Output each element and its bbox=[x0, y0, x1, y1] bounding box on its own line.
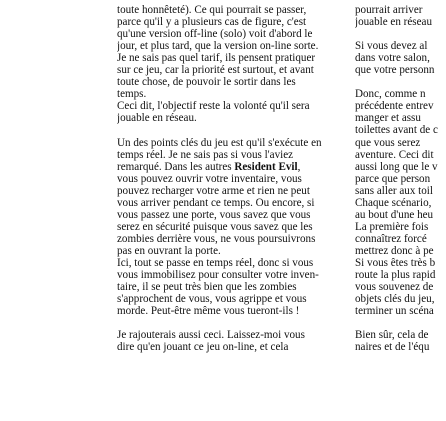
text-line: morde. Peut-être même vous tueront-ils ! bbox=[117, 305, 300, 318]
text-line: Si vous devez al bbox=[355, 40, 428, 53]
text-line bbox=[0, 317, 100, 329]
text-line: Si vous êtes très b bbox=[355, 256, 436, 269]
left-text-column bbox=[0, 4, 100, 353]
text-line: route la plus rapid bbox=[355, 269, 436, 282]
text-line: jouable en réseau bbox=[355, 16, 433, 29]
text-line: vous souvenez de bbox=[355, 281, 434, 294]
text-line bbox=[0, 64, 100, 76]
text-line: que votre personn bbox=[355, 64, 435, 77]
text-line bbox=[0, 341, 100, 353]
text-line bbox=[0, 209, 100, 221]
text-line bbox=[0, 197, 100, 209]
text-line: mettrez donc à pe bbox=[355, 244, 434, 257]
game-title-bold: Resident Evil bbox=[234, 160, 298, 173]
text-line bbox=[0, 16, 100, 28]
paragraph-gap bbox=[355, 28, 446, 40]
text-line bbox=[0, 40, 100, 52]
text-run: remarqué. Dans les autres bbox=[117, 160, 235, 173]
text-line: connaîtrez forcé bbox=[355, 232, 427, 245]
paragraph-online-play bbox=[117, 329, 334, 353]
text-line: parce que person bbox=[355, 172, 431, 185]
text-line: toute honnêteté). Ce qui pourrait se passer, bbox=[117, 4, 307, 16]
text-line: Je ne sais pas quel tarif, ils pensent pratiquer bbox=[117, 52, 316, 65]
text-line: temps. bbox=[117, 88, 147, 101]
text-line: terminer un scéna bbox=[355, 305, 434, 318]
text-line bbox=[0, 221, 100, 233]
text-line: sans aller aux toil bbox=[355, 184, 433, 197]
paragraph-real-time bbox=[117, 137, 334, 318]
text-line bbox=[0, 137, 100, 149]
text-line: vous arriver pendant ce temps. Ou encore, si bbox=[117, 196, 315, 209]
text-line bbox=[0, 4, 100, 16]
right-text-column bbox=[355, 4, 446, 353]
text-line bbox=[0, 88, 100, 100]
text-line: toute chose, de pouvoir le sortir dans les bbox=[117, 76, 296, 89]
text-line: taire, il se peut très bien que les zombies bbox=[117, 281, 297, 294]
text-line: toilettes avant de c bbox=[355, 124, 438, 137]
text-line: sur ce jeu, car la priorité est surtout, et avant bbox=[117, 64, 314, 77]
text-line: jouable en réseau. bbox=[117, 112, 197, 125]
text-line bbox=[0, 281, 100, 293]
text-line bbox=[0, 161, 100, 173]
text-line bbox=[0, 76, 100, 88]
text-line bbox=[117, 161, 334, 173]
text-line: que vous serez bbox=[355, 136, 421, 149]
paragraph-gap bbox=[0, 257, 100, 269]
text-line: naires et de l'équ bbox=[355, 341, 430, 354]
text-line: aventure. Ceci dit bbox=[355, 148, 434, 161]
text-line: vous pouvez ouvrir votre inventaire, vous bbox=[117, 172, 302, 185]
text-line: temps réel. Je ne sais pas si vous l'aviez bbox=[117, 148, 294, 161]
text-line bbox=[0, 124, 100, 136]
text-line: Ici, tout se passe en temps réel, donc si vous bbox=[117, 256, 314, 269]
text-line bbox=[0, 245, 100, 257]
text-line: aussi long que le v bbox=[355, 160, 438, 173]
text-line: dans votre salon, bbox=[355, 52, 430, 65]
paragraph-gap bbox=[117, 317, 334, 329]
text-line: au bout d'une heu bbox=[355, 208, 434, 221]
text-line: qu'une version off-line (solo) voit d'abord le bbox=[117, 28, 313, 41]
text-line bbox=[0, 305, 100, 317]
text-line bbox=[0, 329, 100, 341]
text-line: vous immobilisez pour consulter votre inven- bbox=[117, 269, 319, 282]
text-run: , bbox=[297, 160, 301, 173]
text-line: zombies derrière vous, ne vous poursuivrons bbox=[117, 232, 316, 245]
text-line: Ceci dit, l'objectif reste la volonté qu'il sera bbox=[117, 100, 310, 113]
text-line bbox=[0, 52, 100, 64]
text-line bbox=[0, 269, 100, 281]
text-line bbox=[0, 293, 100, 305]
text-line: manger et assu bbox=[355, 112, 421, 125]
text-line: Chaque scénario, bbox=[355, 196, 432, 209]
text-line: vous passez une porte, vous savez que vous bbox=[117, 208, 311, 221]
middle-text-column bbox=[117, 4, 334, 353]
text-line: objets clés du jeu, bbox=[355, 293, 435, 306]
paragraph-online-release bbox=[117, 4, 334, 124]
text-line bbox=[0, 173, 100, 185]
text-line: Je rajouterais aussi ceci. Laissez-moi vous bbox=[117, 329, 305, 342]
text-line: serez en sécurité puisque vous savez que les bbox=[117, 220, 313, 233]
text-line: pourrait arriver bbox=[355, 4, 423, 16]
paragraph-gap bbox=[0, 28, 100, 40]
text-line: Donc, comme n bbox=[355, 88, 426, 101]
text-line: pouvez recharger votre arme et rien ne peut bbox=[117, 184, 310, 197]
text-line bbox=[0, 100, 100, 112]
paragraph-gap bbox=[117, 124, 334, 136]
text-line: jour, et plus tard, que la version on-line sorte. bbox=[117, 40, 319, 53]
text-line: Bien sûr, cela de bbox=[355, 329, 429, 342]
text-line: Un des points clés du jeu est qu'il s'exécute en bbox=[117, 136, 322, 149]
text-line bbox=[0, 149, 100, 161]
text-line: parce qu'il y a plusieurs cas de figure, c'est bbox=[117, 16, 307, 29]
text-line: s'approchent de vous, vous agrippe et vous bbox=[117, 293, 307, 306]
paragraph-gap bbox=[0, 185, 100, 197]
text-line bbox=[0, 233, 100, 245]
text-line: La première fois bbox=[355, 220, 429, 233]
text-line: pas en ouvrant la porte. bbox=[117, 244, 221, 257]
paragraph-gap bbox=[355, 317, 446, 329]
text-line: dire qu'en jouant ce jeu on-line, et cela bbox=[117, 341, 289, 354]
text-line: précédente entrev bbox=[355, 100, 434, 113]
paragraph-gap bbox=[355, 76, 446, 88]
text-line bbox=[0, 112, 100, 124]
